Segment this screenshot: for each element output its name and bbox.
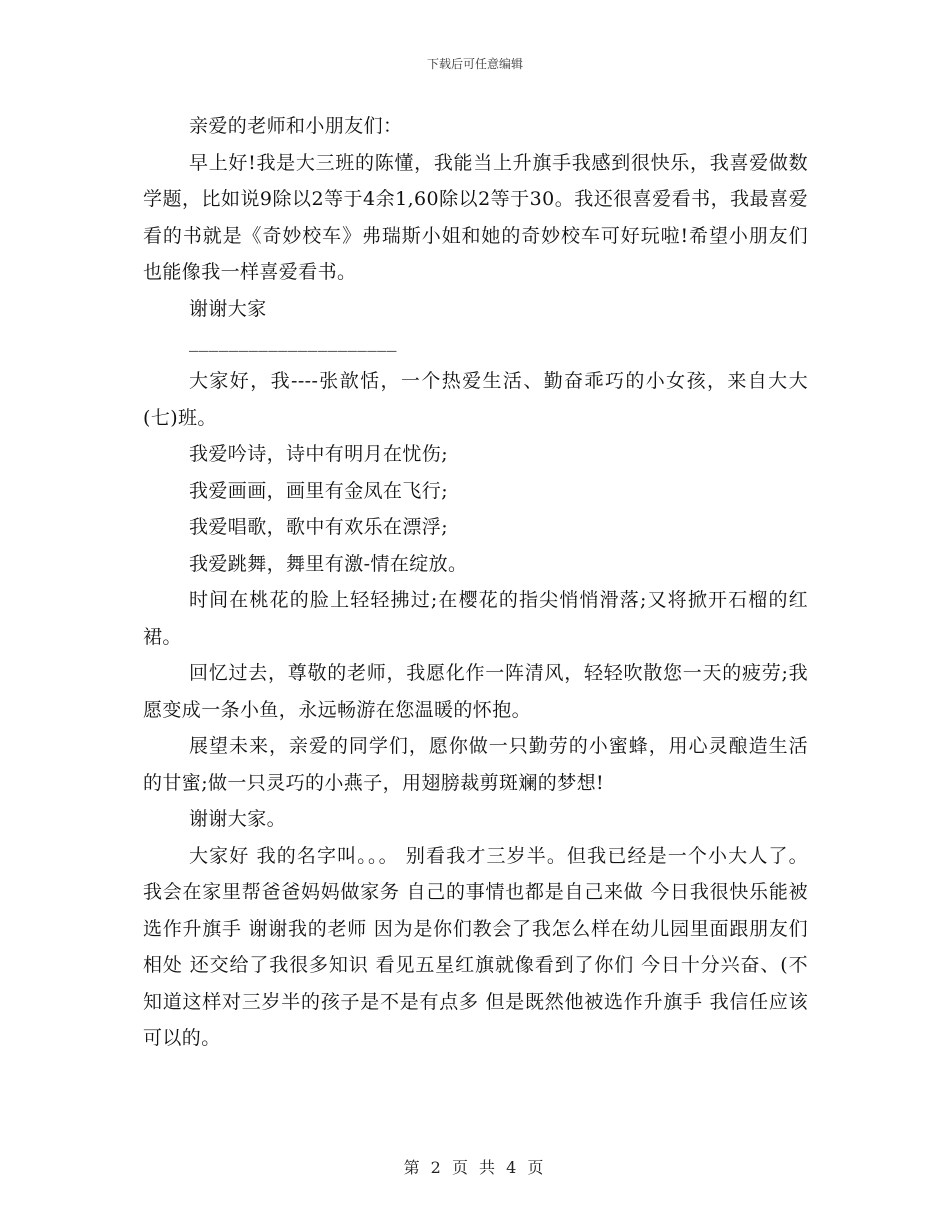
paragraph-poem-line-3: 我爱唱歌，歌中有欢乐在漂浮; (189, 516, 449, 538)
paragraph-poem-line-2: 我爱画画，画里有金凤在飞行; (189, 479, 449, 502)
separator-line: _____________________ (189, 330, 397, 352)
paragraph-future: 展望未来，亲爱的同学们，愿你做一只勤劳的小蜜蜂，用心灵酿造生活的甘蜜;做一只灵巧的小燕子，用翅膀裁剪斑斓的梦想! (143, 735, 808, 794)
paragraph-speech-2-intro: 大家好，我----张歆恬，一个热爱生活、勤奋乖巧的小女孩，来自大大(七)班。 (143, 370, 808, 429)
paragraph-poem-line-1: 我爱吟诗，诗中有明月在忧伤; (189, 443, 449, 465)
paragraph-thanks-1: 谢谢大家 (189, 297, 267, 320)
paragraph-thanks-2: 谢谢大家。 (189, 808, 287, 830)
page-header-note: 下载后可任意编辑 (426, 57, 523, 71)
paragraph-poem-line-4: 我爱跳舞，舞里有激-情在绽放。 (189, 552, 468, 575)
paragraph-time: 时间在桃花的脸上轻轻拂过;在樱花的指尖悄悄滑落;又将掀开石榴的红裙。 (143, 589, 808, 648)
paragraph-greeting: 亲爱的老师和小朋友们： (189, 115, 403, 137)
paragraph-speech-3: 大家好 我的名字叫。。。 别看我才三岁半。但我已经是一个小大人了。 我会在家里帮爸爸妈妈做家务 自己的事情也都是自己来做 今日我很快乐能被选作升旗手 谢谢我的老师 因为是你们教会了我怎么样在幼儿园里面跟朋友们相处 还交给了我很多知识 看见五星红旗就像看到了你们 今日十分兴奋、(不知道这样对三岁半的孩子是不是有点多 但是既然他被选作升旗手 我信任应该可以的。 (143, 844, 808, 1049)
document-body (143, 108, 808, 1057)
paragraph-memory: 回忆过去，尊敬的老师，我愿化作一阵清风，轻轻吹散您一天的疲劳;我愿变成一条小鱼，永远畅游在您温暖的怀抱。 (143, 662, 808, 721)
page-number: 第 2 页 共 4 页 (403, 1158, 547, 1177)
paragraph-speech-1: 早上好!我是大三班的陈懂，我能当上升旗手我感到很快乐，我喜爱做数学题，比如说9除以2等于4余1,60除以2等于30。我还很喜爱看书，我最喜爱看的书就是《奇妙校车》弗瑞斯小姐和她的奇妙校车可好玩啦!希望小朋友们也能像我一样喜爱看书。 (143, 151, 808, 283)
